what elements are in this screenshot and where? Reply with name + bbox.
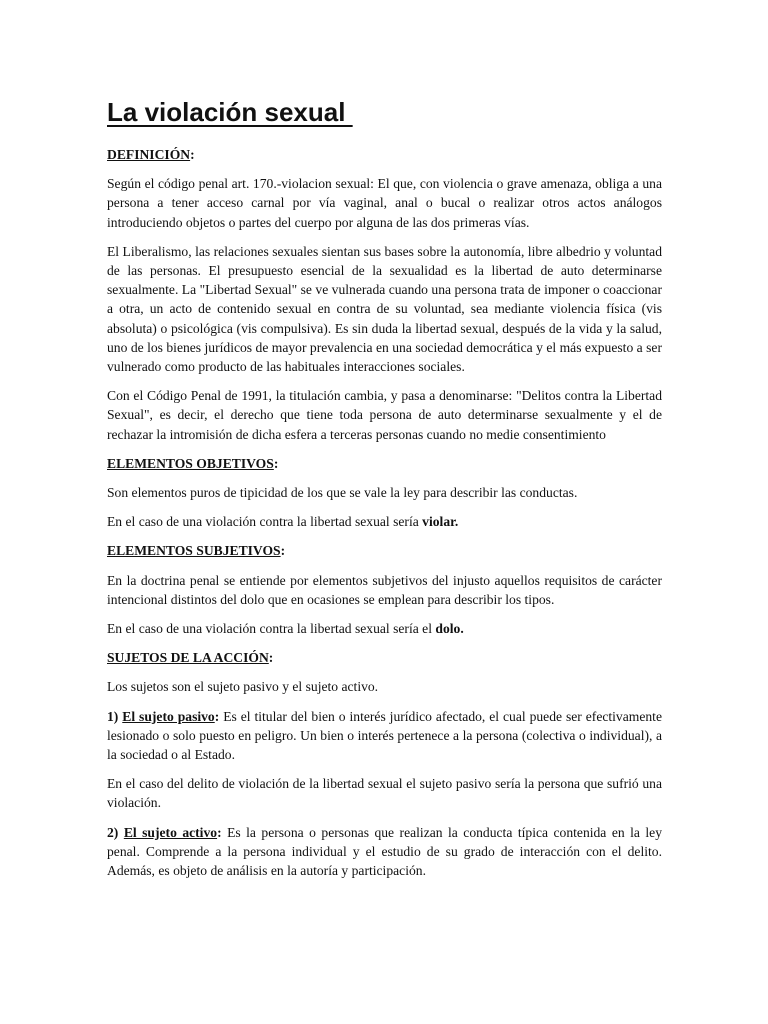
subjetivos-heading-text: ELEMENTOS SUBJETIVOS bbox=[107, 543, 281, 559]
sujeto-pasivo-term: El sujeto pasivo bbox=[122, 708, 215, 724]
definicion-heading-colon: : bbox=[190, 147, 195, 162]
definicion-paragraph-3: Con el Código Penal de 1991, la titulación cambia, y pasa a denominarse: "Delitos contra la Libertad Sexual", es decir, el derecho que tiene toda persona de auto determinarse sexualmente y el de rechazar la intromisión de dicha esfera a terceras personas cuando no medie consentimiento bbox=[107, 388, 662, 442]
subjetivos-p2-bold: dolo. bbox=[435, 621, 464, 637]
definicion-paragraph-2: El Liberalismo, las relaciones sexuales sientan sus bases sobre la autonomía, libre albedrio y voluntad de las personas. El presupuesto esencial de la sexualidad es la libertad de auto determinarse sexualmente. La "Libertad Sexual" se ve vulnerada cuando una persona trata de imponer o coaccionar a otra, un acto de contenido sexual en contra de su voluntad, sea mediante violencia física (vis absoluta) o psicológica (vis compulsiva). Es sin duda la libertad sexual, después de la vida y la salud, uno de los bienes jurídicos de mayor prevalencia en una sociedad democrática y el más expuesto a ser vulnerado como producto de las habituales interacciones sociales. bbox=[107, 243, 662, 375]
subjetivos-paragraph-2 bbox=[107, 619, 662, 638]
definicion-paragraph-1: Según el código penal art. 170.-violacion sexual: El que, con violencia o grave amenaza, obliga a una persona a tener acceso carnal por vía vaginal, anal o bucal o realizar otros actos análogos introduciendo objetos o partes del cuerpo por alguna de las dos primeras vías. bbox=[107, 176, 662, 230]
sujeto-pasivo-case: En el caso del delito de violación de la libertad sexual el sujeto pasivo sería la persona que sufrió una violación. bbox=[107, 776, 662, 811]
sujeto-activo-paragraph bbox=[107, 823, 662, 881]
objetivos-heading bbox=[107, 454, 662, 473]
sujetos-intro: Los sujetos son el sujeto pasivo y el sujeto activo. bbox=[107, 679, 379, 695]
sujeto-pasivo-text: Es el titular del bien o interés jurídico afectado, el cual puede ser efectivamente lesionado o solo puesto en peligro. Un bien o interés pertenece a la persona (colectiva o individual), a la sociedad o al Estado. bbox=[107, 708, 662, 763]
document-page bbox=[107, 95, 662, 890]
objetivos-p2-bold: violar. bbox=[422, 514, 459, 530]
sujetos-heading bbox=[107, 648, 662, 667]
subjetivos-heading bbox=[107, 541, 662, 560]
objetivos-paragraph-2 bbox=[107, 512, 662, 531]
objetivos-heading-text: ELEMENTOS OBJETIVOS bbox=[107, 455, 274, 471]
sujeto-activo-number: 2) bbox=[107, 824, 119, 840]
objetivos-heading-colon: : bbox=[273, 455, 279, 471]
subjetivos-paragraph-1: En la doctrina penal se entiende por elementos subjetivos del injusto aquellos requisitos de carácter intencional distintos del dolo que en ocasiones se emplean para describir los tipos. bbox=[107, 572, 662, 607]
sujeto-activo-term: El sujeto activo bbox=[123, 824, 218, 840]
sujeto-activo-text: Es la persona o personas que realizan la conducta típica contenida en la ley penal. Comprende a la persona individual y el estudio de su grado de interacción con el delito. Además, es objeto de análisis en la autoría y participación. bbox=[107, 824, 663, 879]
sujeto-pasivo-number: 1) bbox=[107, 708, 119, 724]
subjetivos-p2-text: En el caso de una violación contra la libertad sexual sería el bbox=[107, 621, 436, 637]
objetivos-paragraph-1: Son elementos puros de tipicidad de los que se vale la ley para describir las conductas. bbox=[107, 485, 578, 501]
sujeto-pasivo-colon: : bbox=[214, 708, 220, 724]
definicion-heading bbox=[107, 145, 662, 164]
subjetivos-heading-colon: : bbox=[280, 543, 286, 559]
sujetos-heading-colon: : bbox=[268, 650, 274, 666]
sujeto-activo-colon: : bbox=[217, 824, 222, 840]
sujetos-heading-text: SUJETOS DE LA ACCIÓN bbox=[107, 650, 269, 666]
objetivos-p2-text: En el caso de una violación contra la libertad sexual sería bbox=[107, 514, 423, 530]
definicion-heading-text: DEFINICIÓN bbox=[107, 147, 191, 162]
sujeto-pasivo-paragraph bbox=[107, 707, 662, 765]
document-title: La violación sexual bbox=[107, 97, 353, 127]
